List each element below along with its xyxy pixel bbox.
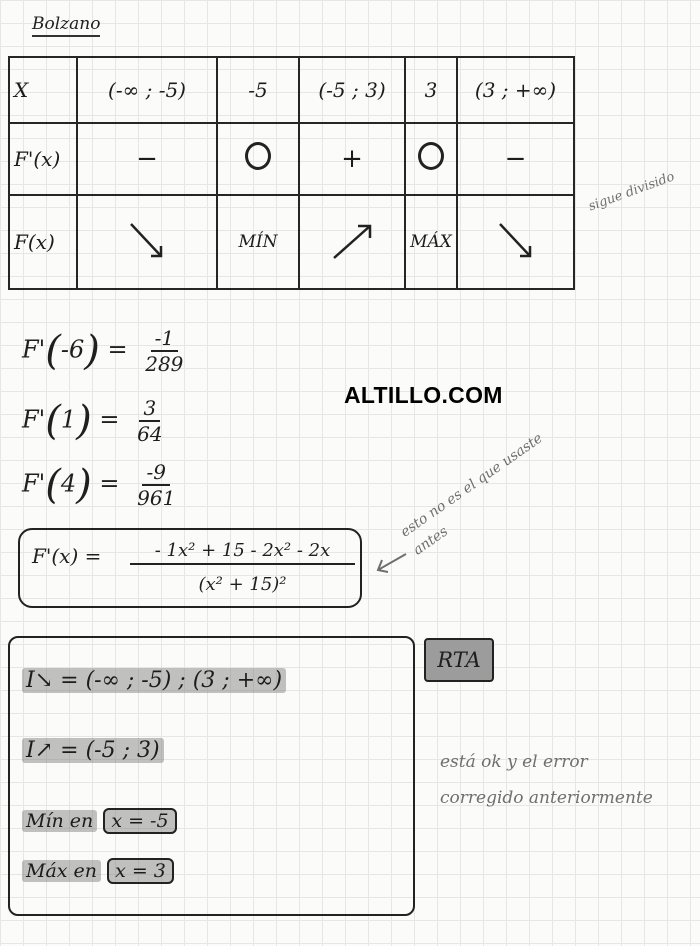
formula-numerator: - 1x² + 15 - 2x² - 2x <box>130 540 355 565</box>
table-cell: (-∞ ; -5) <box>77 57 217 123</box>
watermark: ALTILLO.COM <box>344 382 503 408</box>
sign-table <box>8 56 575 290</box>
table-cell <box>457 195 574 289</box>
derivative-lhs: F' <box>22 335 46 364</box>
decreasing-value: (-∞ ; -5) ; (3 ; +∞) <box>85 668 283 693</box>
formula-denominator: (x² + 15)² <box>198 574 287 595</box>
table-row-fprime <box>9 123 574 195</box>
table-cell: MÁX <box>405 195 457 289</box>
table-cell: + <box>299 123 405 195</box>
derivative-formula-box <box>18 528 362 608</box>
table-cell: F(x) <box>9 195 77 289</box>
rta-label: RTA <box>424 638 494 682</box>
table-cell: X <box>9 57 77 123</box>
formula-note: esto no es el que usaste antes <box>397 430 546 559</box>
table-cell: -5 <box>217 57 299 123</box>
side-note: sigue divisido <box>586 169 677 215</box>
derivative-numerator: 3 <box>139 396 160 422</box>
table-cell: − <box>457 123 574 195</box>
arrow-down-right-icon <box>492 216 540 264</box>
min-label: Mín en <box>22 810 97 832</box>
derivative-line: F'(1) = $\frac{3}{64}$ <box>22 396 167 446</box>
min-value: x = -5 <box>103 808 176 834</box>
min-result <box>22 810 177 832</box>
derivative-denominator: 961 <box>137 486 176 510</box>
max-result <box>22 860 174 882</box>
decreasing-interval <box>22 668 286 693</box>
arrow-up-right-icon <box>328 216 376 264</box>
arrow-left-icon <box>372 548 408 578</box>
table-cell: 3 <box>405 57 457 123</box>
formula-lhs: F'(x) = <box>32 544 102 568</box>
table-cell <box>77 195 217 289</box>
derivative-arg: 1 <box>60 405 77 434</box>
table-cell: (-5 ; 3) <box>299 57 405 123</box>
table-cell: MÍN <box>217 195 299 289</box>
derivative-arg: 4 <box>60 469 77 498</box>
derivative-numerator: -1 <box>151 326 178 352</box>
page-title: Bolzano <box>32 14 100 37</box>
derivative-lhs: F' <box>22 469 46 498</box>
zero-circle-icon <box>245 142 271 170</box>
answer-box <box>8 636 415 916</box>
decreasing-label: I↘ = <box>26 668 79 693</box>
table-row-f <box>9 195 574 289</box>
increasing-value: (-5 ; 3) <box>85 738 160 763</box>
derivative-arg: -6 <box>60 335 85 364</box>
derivative-line: F'(-6) = $\frac{-1}{289}$ <box>22 326 187 376</box>
increasing-interval <box>22 738 164 763</box>
increasing-label: I↗ = <box>26 738 79 763</box>
table-row-x <box>9 57 574 123</box>
derivative-denominator: 64 <box>137 422 163 446</box>
table-cell <box>405 123 457 195</box>
derivative-lhs: F' <box>22 405 46 434</box>
arrow-down-right-icon <box>123 216 171 264</box>
max-value: x = 3 <box>107 858 174 884</box>
derivative-line: F'(4) = $\frac{-9}{961}$ <box>22 460 179 510</box>
derivative-numerator: -9 <box>142 460 169 486</box>
table-cell: − <box>77 123 217 195</box>
table-cell: F'(x) <box>9 123 77 195</box>
max-label: Máx en <box>22 860 101 882</box>
answer-note: está ok y el error corregido anteriormente <box>440 752 653 808</box>
derivative-denominator: 289 <box>145 352 184 376</box>
table-cell <box>217 123 299 195</box>
table-cell: (3 ; +∞) <box>457 57 574 123</box>
table-cell <box>299 195 405 289</box>
zero-circle-icon <box>418 142 444 170</box>
